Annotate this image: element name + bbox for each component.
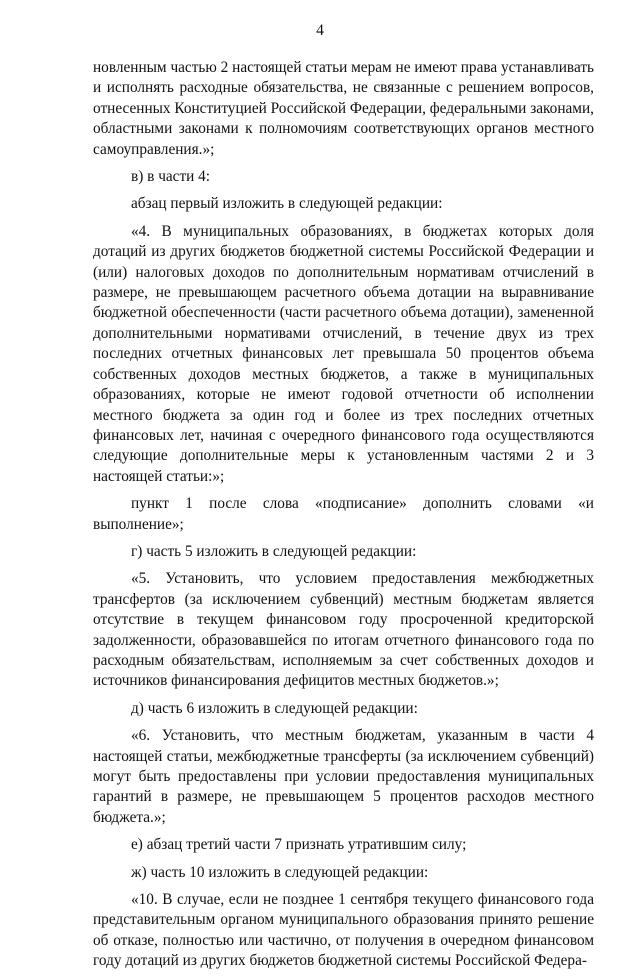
- paragraph-quote-part-6: «6. Установить, что местным бюджетам, указанным в части 4 настоящей статьи, межбюджетные трансферты (за исключением субвенций) могут быть предоставлены при условии предоставления муниципальных гарантий в размере, не превышающем 5 процентов расходов местного бюджета.»;: [93, 727, 594, 826]
- paragraph-quote-part-4: «4. В муниципальных образованиях, в бюджетах которых доля дотаций из других бюджетов бюджетной системы Российской Федерации и (или) налоговых доходов по дополнительным нормативам отчислений в размере, не превышающем расчетного объема дотации на выравнивание бюджетной обеспеченности (части расчетного объема дотации), замененной дополнительными нормативами отчислений, в течение двух из трех последних отчетных финансовых лет превышала 50 процентов объема собственных доходов местных бюджетов, а также в муниципальных образованиях, которые не имеют годовой отчетности об исполнении местного бюджета за один год и более из трех последних отчетных финансовых лет, начиная с очередного финансового года осуществляются следующие дополнительные меры к установленным частями 2 и 3 настоящей статьи:»;: [93, 222, 594, 485]
- paragraph-item-g: г) часть 5 изложить в следующей редакции:: [131, 542, 417, 560]
- paragraph-item-e: е) абзац третий части 7 признать утратившим силу;: [131, 836, 467, 854]
- paragraph-item-zh: ж) часть 10 изложить в следующей редакции:: [131, 863, 429, 881]
- paragraph-continuation: новленным частью 2 настоящей статьи мерам не имеют права устанавливать и исполнять расходные обязательства, не связанные с решением вопросов, отнесенных Конституцией Российской Федерации, федеральными законами, областными законами к полномочиям соответствующих органов местного самоуправления.»;: [93, 59, 594, 158]
- paragraph-quote-part-10: «10. В случае, если не позднее 1 сентября текущего финансового года представительным органом муниципального образования принято решение об отказе, полностью или частично, от получения в очередном финансовом году дотаций из других бюджетов бюджетной системы Российской Федера-: [93, 891, 594, 970]
- paragraph-quote-part-5: «5. Установить, что условием предоставления межбюджетных трансфертов (за исключением субвенций) местным бюджетам является отсутствие в текущем финансовом году просроченной кредиторской задолженности, образовавшейся по итогам отчетного финансового года по расходным обязательствам, исполняемым за счет собственных доходов и источников финансирования дефицитов местных бюджетов.»;: [93, 570, 594, 690]
- paragraph-instruction: абзац первый изложить в следующей редакции:: [131, 195, 443, 213]
- paragraph-point-1-amendment: пункт 1 после слова «подписание» дополнить словами «и выполнение»;: [93, 495, 594, 533]
- page-number: 4: [316, 22, 324, 39]
- document-body: [93, 58, 594, 979]
- paragraph-item-v: в) в части 4:: [131, 168, 211, 186]
- paragraph-item-d: д) часть 6 изложить в следующей редакции:: [131, 699, 418, 717]
